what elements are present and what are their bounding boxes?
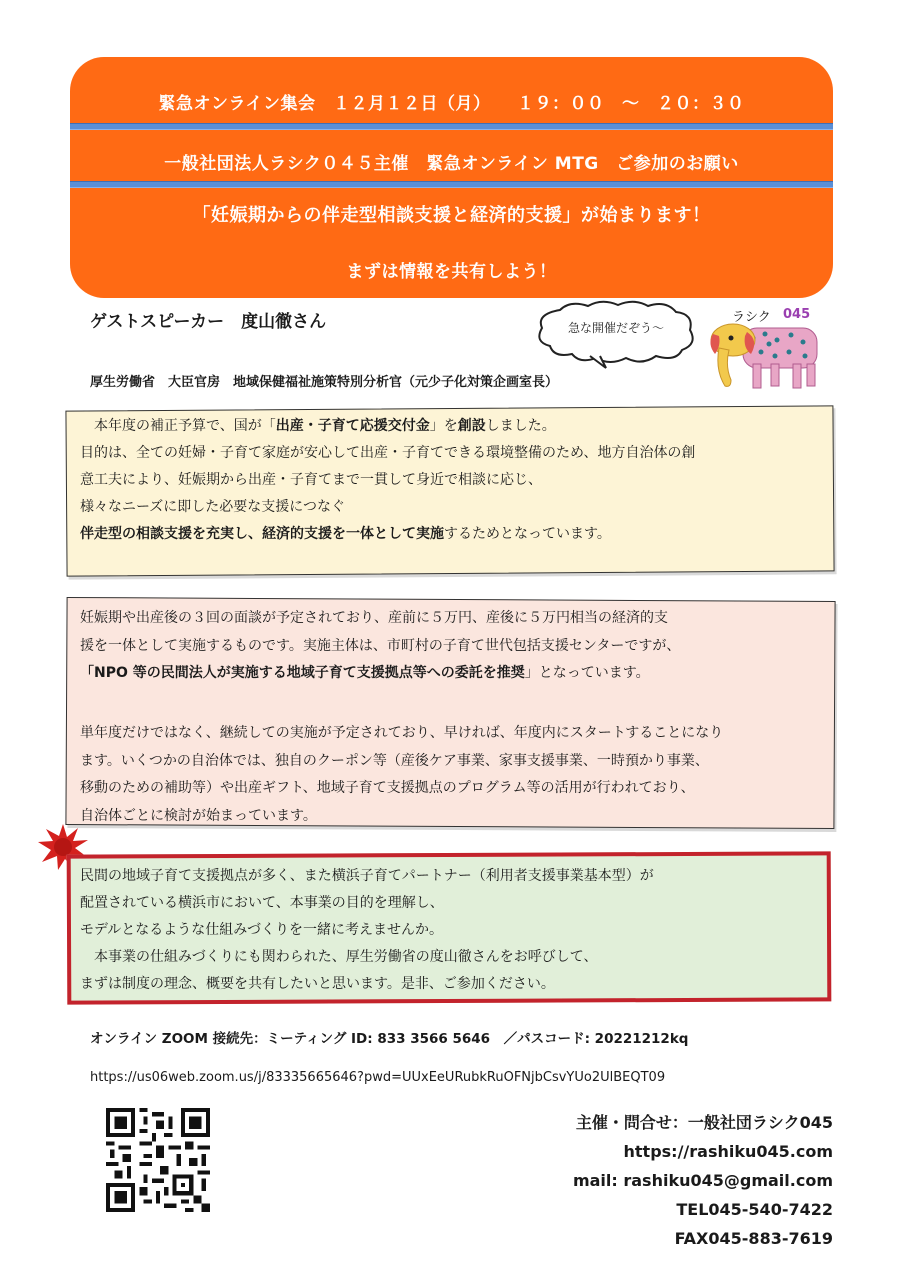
banner-divider (70, 181, 833, 188)
bubble-text: 急な開催だぞう～ (567, 321, 664, 335)
text-run-bold: 伴走型の相談支援を充実し、経済的支援を一体として実施 (80, 526, 444, 542)
email-link[interactable]: mail: rashiku045@gmail.com (572, 1171, 833, 1190)
website-link[interactable]: https://rashiku045.com (623, 1142, 833, 1161)
text-run: しました。 (485, 418, 556, 434)
info-box-pink-para2 (80, 720, 723, 830)
phone-number: TEL045-540-7422 (676, 1200, 833, 1219)
guest-speaker: ゲストスピーカー 度山徹さん (90, 312, 327, 332)
text-line: 目的は、全ての妊婦・子育て家庭が安心して出産・子育てできる環境整備のため、地方自治体の創 (80, 445, 696, 461)
text-line: 移動のための補助等）や出産ギフト、地域子育て支援拠点のプログラム等の活用が行われており、 (80, 780, 695, 796)
text-run: 本年度の補正予算で、国が「 (80, 418, 276, 434)
header-banner (70, 57, 833, 298)
subheadline: まずは情報を共有しよう！ (346, 262, 557, 282)
text-line: 民間の地域子育て支援拠点が多く、また横浜子育てパートナー（利用者支援事業基本型）が (80, 868, 654, 884)
zoom-meeting-info: オンライン ZOOM 接続先：ミーティング ID: 833 3566 5646 ／パスコード: 20221212kq (90, 1031, 689, 1047)
event-datetime: 緊急オンライン集会 １２月１２日（月） １９：００ ～ ２０：３０ (158, 94, 745, 114)
text-run: 」となっています。 (524, 665, 650, 681)
text-run-bold: 創設 (457, 418, 486, 434)
text-run-bold: 「NPO 等の民間法人が実施する地域子育て支援拠点等への委託を推奨 (80, 665, 525, 681)
contact-block (573, 1108, 833, 1253)
text-line: まずは制度の理念、概要を共有したいと思います。是非、ご参加ください。 (80, 976, 555, 992)
text-run-bold: 出産・子育て応援交付金 (275, 418, 430, 434)
text-line: 様々なニーズに即した必要な支援につなぐ (80, 499, 346, 515)
text-run: するためとなっています。 (444, 526, 611, 542)
info-box-pink-para1 (80, 605, 680, 688)
info-box-yellow-text (80, 413, 695, 548)
text-run: 」を (429, 418, 458, 434)
headline: 「妊娠期からの伴走型相談支援と経済的支援」が始まります！ (192, 205, 711, 226)
fax-number: FAX045-883-7619 (674, 1229, 833, 1248)
info-box-green-text (80, 863, 654, 998)
zoom-url-link[interactable]: https://us06web.zoom.us/j/83335665646?pwd=UUxEeURubkRuOFNjbCsvYUo2UlBEQT09 (90, 1070, 666, 1085)
text-line: 自治体ごとに検討が始まっています。 (80, 807, 317, 824)
text-line: 単年度だけではなく、継続しての実施が予定されており、早ければ、年度内にスタートすることになり (80, 725, 724, 741)
text-line: 配置されている横浜市において、本事業の目的を理解し、 (80, 895, 444, 911)
text-line: 意工夫により、妊娠期から出産・子育てまで一貫して身近で相談に応じ、 (80, 472, 542, 488)
text-line: 妊娠期や出産後の３回の面談が予定されており、産前に５万円、産後に５万円相当の経済的支 (80, 610, 668, 626)
text-line: モデルとなるような仕組みづくりを一緒に考えませんか。 (80, 922, 444, 938)
organizer-contact: 主催・問合せ：一般社団ラシク045 (575, 1113, 833, 1132)
text-line: ます。いくつかの自治体では、独自のクーポン等（産後ケア事業、家事支援事業、一時預かり事業、 (80, 752, 709, 769)
text-line: 援を一体として実施するものです。実施主体は、市町村の子育て世代包括支援センターですが、 (80, 637, 681, 654)
banner-divider (70, 123, 833, 130)
organizer-line: 一般社団法人ラシク０４５主催 緊急オンライン MTG ご参加のお願い (164, 154, 739, 174)
speaker-title: 厚生労働省 大臣官房 地域保健福祉施策特別分析官（元少子化対策企画室長） (90, 375, 559, 390)
qr-code[interactable] (106, 1108, 210, 1212)
text-line: 本事業の仕組みづくりにも関わられた、厚生労働省の度山徹さんをお呼びして、 (80, 949, 598, 965)
mascot-number: 045 (783, 307, 811, 322)
mascot-name: ラシク (732, 310, 771, 325)
